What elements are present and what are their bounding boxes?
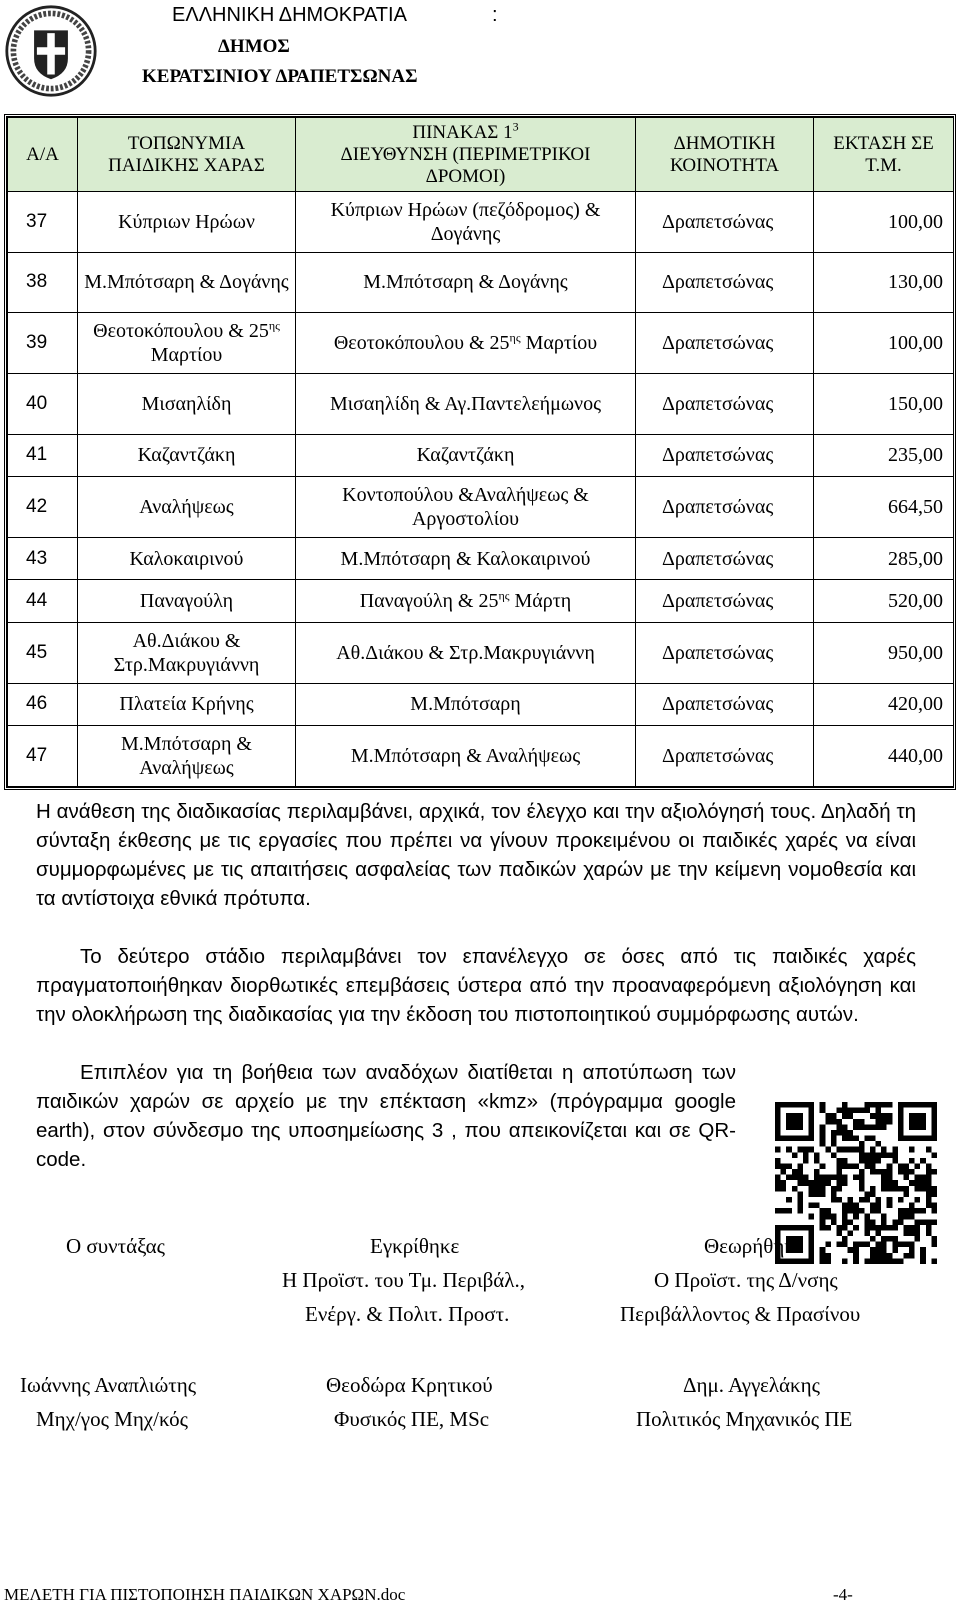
table-row: 46 Πλατεία Κρήνης Μ.Μπότσαρη Δραπετσώνας 420,00 <box>8 683 954 726</box>
signature-role-reviewed: Θεωρήθηκε <box>704 1234 804 1258</box>
footer-document-title: ΜΕΛΕΤΗ ΓΙΑ ΠΙΣΤΟΠΟΙΗΣΗ ΠΑΙΔΙΚΩΝ ΧΑΡΩΝ.doc <box>4 1585 406 1604</box>
signature-role-author: Ο συντάξας <box>66 1234 165 1258</box>
table-row: 44 Παναγούλη Παναγούλη & $25^{\eta\varsigma}$ Μάρτη Δραπετσώνας 520,00 <box>8 580 954 623</box>
header-colon: : <box>492 4 498 26</box>
paragraph-assessment: Η ανάθεση της διαδικασίας περιλαμβάνει, αρχικά, τον έλεγχο και την αξιολόγησή τους. Δηλαδή τη σύνταξη έκθεσης με τις εργασίες που πρέπει να γίνουν προκειμένου οι παιδικές χαρές να είναι συμμορφωμένες με τις απαιτήσεις ασφαλείας των παδικών χαρών με την κείμενη νομοθεσία και τα αντίστοιχα εθνικά πρότυπα. <box>36 800 916 910</box>
table-row: 43 Καλοκαιρινού Μ.Μπότσαρη & Καλοκαιρινού Δραπετσώνας 285,00 <box>8 537 954 580</box>
col-header-area: ΕΚΤΑΣΗ ΣΕ Τ.Μ. <box>814 118 954 192</box>
signature-title-author: Μηχ/γος Μηχ/κός <box>36 1407 188 1431</box>
table-row: 41 Καζαντζάκη Καζαντζάκη Δραπετσώνας 235,00 <box>8 434 954 477</box>
header-municipality-name: ΚΕΡΑΤΣΙΝΙΟΥ ΔΡΑΠΕΤΣΩΝΑΣ <box>142 66 418 87</box>
table-row: 37 Κύπριων Ηρώων Κύπριων Ηρώων (πεζόδρομος) & Δογάνης Δραπετσώνας 100,00 <box>8 192 954 253</box>
signature-role-approved: Εγκρίθηκε <box>370 1234 460 1258</box>
paragraph-reinspection: Το δεύτερο στάδιο περιλαμβάνει τον επανέλεγχο σε όσες από τις παιδικές χαρές πραγματοποιήθηκαν διορθωτικές επεμβάσεις ύστερα από την προαναφερόμενη αξιολόγηση και την ολοκλήρωση της διαδικασίας για την έκδοση του πιστοποιητικού συμμόρφωσης αυτών. <box>36 945 916 1026</box>
table-row: 40 Μισαηλίδη Μισαηλίδη & Αγ.Παντελεήμωνος Δραπετσώνας 150,00 <box>8 373 954 434</box>
table-row: 39 Θεοτοκόπουλου & $25^{\eta\varsigma}$ Μαρτίου Θεοτοκόπουλου & $25^{\eta\varsigma}$ Μαρτίου Δραπετσώνας 100,00 <box>8 313 954 374</box>
table-row: 38 Μ.Μπότσαρη & Δογάνης Μ.Μπότσαρη & Δογάνης Δραπετσώνας 130,00 <box>8 252 954 313</box>
table-row: 45 Αθ.Διάκου & Στρ.Μακρυγιάννη Αθ.Διάκου & Στρ.Μακρυγιάννη Δραπετσώνας 950,00 <box>8 622 954 683</box>
table-caption: ΠΙΝΑΚΑΣ 1 <box>412 121 513 143</box>
footer-page-number: -4- <box>833 1585 853 1604</box>
signature-name-approver: Θεοδώρα Κρητικού <box>326 1373 493 1397</box>
paragraph-kmz: Επιπλέον για τη βοήθεια των αναδόχων διατίθεται η αποτύπωση των παιδικών χαρών σε αρχείο με την επέκταση «kmz» (πρόγραμμα google earth), στον σύνδεσμο της υποσημείωσης 3 , που απεικονίζεται και σε QR-code. <box>36 1061 736 1171</box>
signature-title-approver: Φυσικός ΠΕ, MSc <box>334 1407 490 1431</box>
col-header-name: ΤΟΠΩΝΥΜΙΑ ΠΑΙΔΙΚΗΣ ΧΑΡΑΣ <box>78 118 296 192</box>
signature-reviewed-line2: Περιβάλλοντος & Πρασίνου <box>620 1302 861 1326</box>
signature-name-reviewer: Δημ. Αγγελάκης <box>683 1373 820 1397</box>
col-header-community: ΔΗΜΟΤΙΚΗ ΚΟΙΝΟΤΗΤΑ <box>636 118 814 192</box>
col-header-address-label: ΔΙΕΥΘΥΝΣΗ (ΠΕΡΙΜΕΤΡΙΚΟΙ ΔΡΟΜΟΙ) <box>340 143 591 187</box>
table-row: 47 Μ.Μπότσαρη & Αναλήψεως Μ.Μπότσαρη & Αναλήψεως Δραπετσώνας 440,00 <box>8 726 954 787</box>
col-header-address <box>296 118 636 192</box>
header-municipality: ΔΗΜΟΣ <box>218 36 290 57</box>
signature-approved-line2: Ενέργ. & Πολιτ. Προστ. <box>305 1302 510 1326</box>
greek-emblem-icon <box>4 4 98 98</box>
signature-title-reviewer: Πολιτικός Μηχανικός ΠΕ <box>636 1407 853 1431</box>
table-caption-sup: 3 <box>512 119 519 134</box>
signature-approved-line1: Η Προϊστ. του Τμ. Περιβάλ., <box>282 1268 525 1292</box>
signature-reviewed-line1: Ο Προϊστ. της Δ/νσης <box>654 1268 838 1292</box>
playgrounds-table <box>4 114 956 790</box>
col-header-no: Α/Α <box>8 118 78 192</box>
table-row: 42 Αναλήψεως Κοντοπούλου &Αναλήψεως & Αργοστολίου Δραπετσώνας 664,50 <box>8 477 954 538</box>
header-republic: ΕΛΛΗΝΙΚΗ ΔΗΜΟΚΡΑΤΙΑ <box>172 4 407 26</box>
signature-name-author: Ιωάννης Αναπλιώτης <box>20 1373 197 1397</box>
